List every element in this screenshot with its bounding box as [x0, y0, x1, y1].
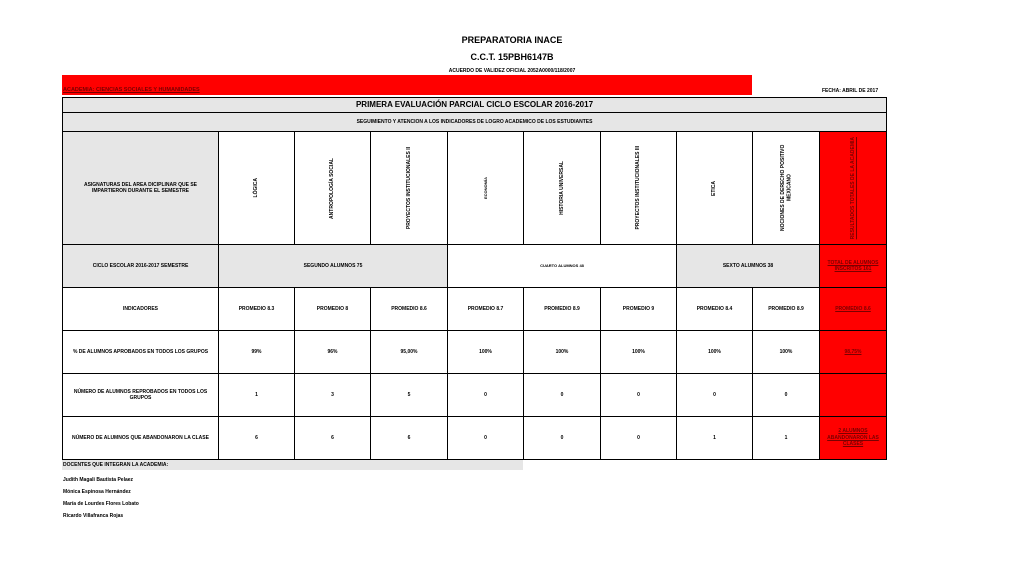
subject-header	[600, 131, 677, 245]
subject-label: PROYECTOS INSTITUCIONALES III	[635, 146, 642, 230]
subject-header	[370, 131, 448, 245]
table-cell: PROMEDIO 8.4	[676, 287, 753, 331]
subject-label: ECONOMÍA	[482, 177, 488, 199]
table-cell: 0	[447, 416, 524, 460]
table-cell: 0	[600, 373, 677, 417]
subject-label: ETICA	[711, 180, 718, 196]
subject-label: ANTROPOLOGÍA SOCIAL	[329, 157, 336, 219]
docente-name: Mónica Espinosa Hernández	[63, 489, 131, 495]
table-cell: 1	[218, 373, 295, 417]
docente-name: Ricardo Villafranca Rojas	[63, 513, 124, 519]
table-cell: PROMEDIO 8.9	[752, 287, 820, 331]
subject-header	[218, 131, 295, 245]
subject-header	[294, 131, 371, 245]
table-cell: PROMEDIO 8.3	[218, 287, 295, 331]
subject-header	[752, 131, 820, 245]
acuerdo-validez: ACUERDO DE VALIDEZ OFICIAL 2052A0000/118/2007	[448, 68, 576, 74]
table-cell: PROMEDIO 8.7	[447, 287, 524, 331]
table-cell: PROMEDIO 8.6	[370, 287, 448, 331]
asignaturas-label: ASIGNATURAS DEL AREA DICIPLINAR QUE SE IMPARTIERON DURANTE EL SEMESTRE	[62, 131, 219, 245]
total-cell: 98,75%	[819, 330, 887, 374]
table-cell: 6	[294, 416, 371, 460]
table-subtitle: SEGUIMIENTO Y ATENCION A LOS INDICADORES DE LOGRO ACADEMICO DE LOS ESTUDIANTES	[62, 112, 887, 132]
table-cell: 96%	[294, 330, 371, 374]
table-cell: 0	[523, 373, 601, 417]
table-cell: PROMEDIO 9	[600, 287, 677, 331]
fecha-label: FECHA: ABRIL DE 2017	[822, 88, 879, 94]
school-name: PREPARATORIA INACE	[461, 35, 563, 45]
table-cell: PROMEDIO 8.9	[523, 287, 601, 331]
row-label: % DE ALUMNOS APROBADOS EN TODOS LOS GRUPOS	[62, 330, 219, 374]
cct-code: C.C.T. 15PBH6147B	[470, 52, 554, 62]
subject-label: NOCIONES DE DERECHO POSITIVO MEXICANO	[779, 144, 792, 232]
table-cell: 0	[523, 416, 601, 460]
total-inscritos: TOTAL DE ALUMNOS INSCRITOS 161	[819, 244, 887, 288]
docente-name: Judith Magali Bautista Pelaez	[63, 477, 134, 483]
subject-label: PROYECTOS INSTITUCIONALES II	[405, 146, 412, 230]
results-label: RESULTADOS TOTALES DE LA ACADEMIA	[849, 136, 856, 240]
table-title: PRIMERA EVALUACIÓN PARCIAL CICLO ESCOLAR 2016-2017	[62, 97, 887, 113]
table-cell: 6	[370, 416, 448, 460]
total-cell: PROMEDIO 8.6	[819, 287, 887, 331]
table-cell: 1	[752, 416, 820, 460]
table-cell: 100%	[752, 330, 820, 374]
table-cell: 0	[676, 373, 753, 417]
subject-header	[447, 131, 524, 245]
results-header	[819, 131, 887, 245]
table-cell: 100%	[600, 330, 677, 374]
academia-label: ACADEMIA: CIENCIAS SOCIALES Y HUMANIDADES	[63, 87, 200, 93]
row-label: NÚMERO DE ALUMNOS REPROBADOS EN TODOS LOS GRUPOS	[62, 373, 219, 417]
ciclo-label: CICLO ESCOLAR 2016-2017 SEMESTRE	[62, 244, 219, 288]
subject-header	[523, 131, 601, 245]
subject-header	[676, 131, 753, 245]
sexto-semestre: SEXTO ALUMNOS 38	[676, 244, 820, 288]
table-cell: 6	[218, 416, 295, 460]
table-cell: 3	[294, 373, 371, 417]
row-label: INDICADORES	[62, 287, 219, 331]
table-cell: 99%	[218, 330, 295, 374]
table-cell: 0	[447, 373, 524, 417]
docente-name: María de Lourdes Flores Lobato	[63, 501, 139, 507]
table-cell: 100%	[523, 330, 601, 374]
table-cell: 100%	[447, 330, 524, 374]
table-cell: 1	[676, 416, 753, 460]
total-cell: 2 ALUMNOS ABANDONARON LAS CLASES	[819, 416, 887, 460]
table-cell: 5	[370, 373, 448, 417]
total-cell	[819, 373, 887, 417]
subject-label: HISTORIA UNIVERSAL	[558, 161, 565, 215]
table-cell: 95,00%	[370, 330, 448, 374]
subject-label: LÓGICA	[253, 178, 260, 198]
table-cell: 0	[600, 416, 677, 460]
table-cell: 0	[752, 373, 820, 417]
table-cell: PROMEDIO 8	[294, 287, 371, 331]
segundo-semestre: SEGUNDO ALUMNOS 75	[218, 244, 448, 288]
row-label: NÚMERO DE ALUMNOS QUE ABANDONARON LA CLASE	[62, 416, 219, 460]
docentes-header: DOCENTES QUE INTEGRAN LA ACADEMIA:	[62, 460, 523, 470]
cuarto-semestre: CUARTO ALUMNOS 48	[447, 244, 677, 288]
table-cell: 100%	[676, 330, 753, 374]
